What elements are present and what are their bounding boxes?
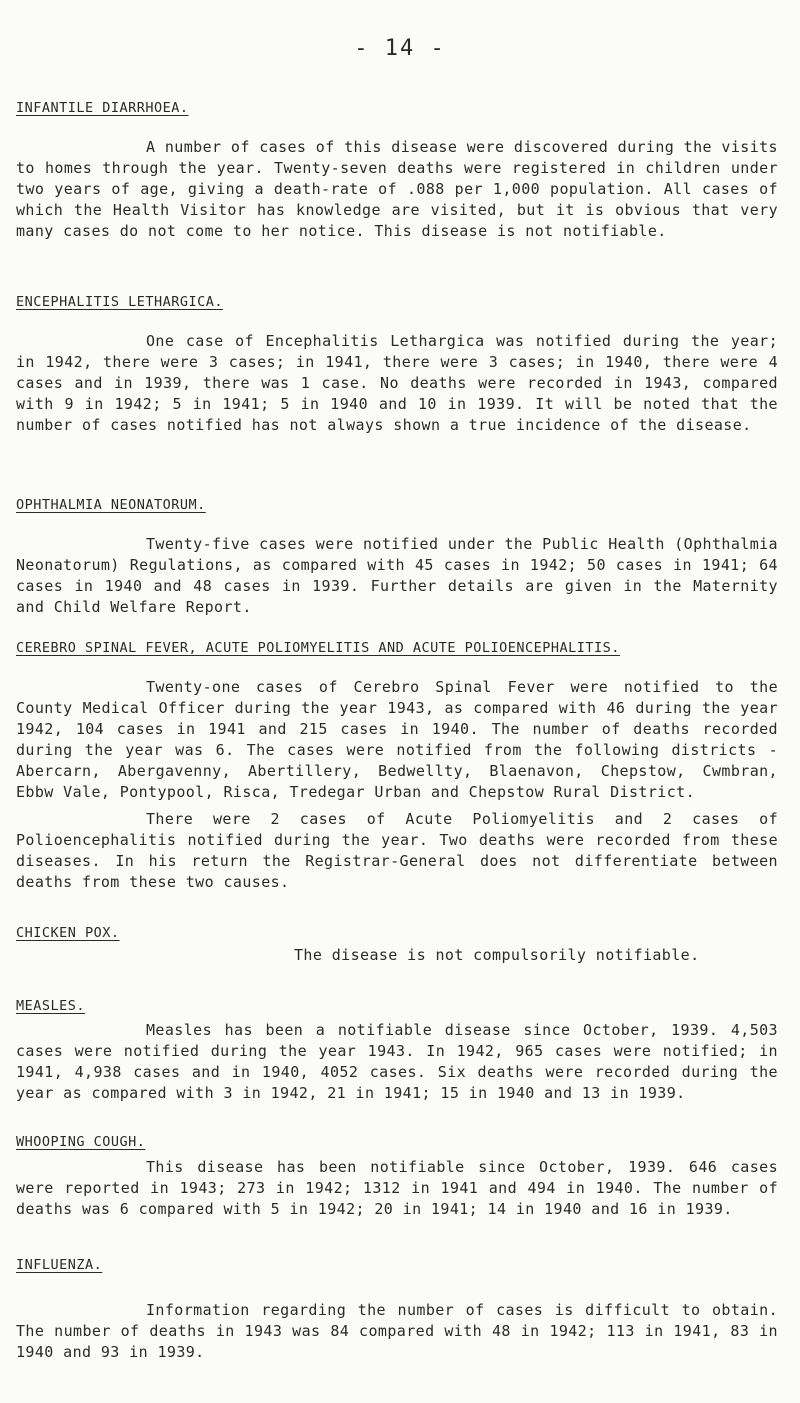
paragraph: Information regarding the number of cases is difficult to obtain. The number of deaths in 1943 was 84 compared with 48 in 1942; 113 in 1941, 83 in 1940 and 93 in 1939. — [16, 1301, 778, 1361]
heading-infantile-diarrhoea: INFANTILE DIARRHOEA. — [16, 100, 189, 116]
heading-cerebro-spinal-fever: CEREBRO SPINAL FEVER, ACUTE POLIOMYELITIS AND ACUTE POLIOENCEPHALITIS. — [16, 640, 620, 656]
paragraph: There were 2 cases of Acute Poliomyelitis and 2 cases of Polioencephalitis notified during the year. Two deaths were recorded from these diseases. In his return the Registrar-General does not differentiate between deaths from these two causes. — [16, 810, 778, 891]
paragraph: A number of cases of this disease were discovered during the visits to homes through the year. Twenty-seven deaths were registered in children under two years of age, giving a death-rate of .088 per 1,000 population. All cases of which the Health Visitor has knowledge are visited, but it is obvious that very many cases do not come to her notice. This disease is not notifiable. — [16, 138, 778, 240]
heading-encephalitis-lethargica: ENCEPHALITIS LETHARGICA. — [16, 294, 224, 310]
text-measles — [16, 1020, 778, 1104]
paragraph: One case of Encephalitis Lethargica was notified during the year; in 1942, there were 3 cases; in 1941, there were 3 cases; in 1940, there were 4 cases and in 1939, there was 1 case. No deaths were recorded in 1943, compared with 9 in 1942; 5 in 1941; 5 in 1940 and 10 in 1939. It will be noted that the number of cases notified has not always shown a true incidence of the disease. — [16, 332, 778, 434]
paragraph: Twenty-one cases of Cerebro Spinal Fever were notified to the County Medical Officer during the year 1943, as compared with 46 during the year 1942, 104 cases in 1941 and 215 cases in 1940. The number of deaths recorded during the year was 6. The cases were notified from the following districts - Abercarn, Abergavenny, Abertillery, Bedwellty, Blaenavon, Chepstow, Cwmbran, Ebbw Vale, Pontypool, Risca, Tredegar Urban and Chepstow Rural District. — [16, 678, 778, 801]
text-whooping-cough — [16, 1157, 778, 1220]
paragraph: The disease is not compulsorily notifiable. — [294, 946, 700, 964]
heading-whooping-cough: WHOOPING COUGH. — [16, 1134, 146, 1150]
text-influenza — [16, 1300, 778, 1363]
page-number: - 14 - — [354, 36, 446, 61]
text-chicken-pox — [16, 945, 778, 966]
heading-ophthalmia-neonatorum: OPHTHALMIA NEONATORUM. — [16, 497, 206, 513]
heading-chicken-pox: CHICKEN POX. — [16, 925, 120, 941]
heading-influenza: INFLUENZA. — [16, 1257, 103, 1273]
paragraph: Measles has been a notifiable disease since October, 1939. 4,503 cases were notified during the year 1943. In 1942, 965 cases were notified; in 1941, 4,938 cases and in 1940, 4052 cases. Six deaths were recorded during the year as compared with 3 in 1942, 21 in 1941; 15 in 1940 and 13 in 1939. — [16, 1021, 778, 1102]
paragraph: This disease has been notifiable since October, 1939. 646 cases were reported in 1943; 273 in 1942; 1312 in 1941 and 494 in 1940. The number of deaths was 6 compared with 5 in 1942; 20 in 1941; 14 in 1940 and 16 in 1939. — [16, 1158, 778, 1218]
text-cerebro-spinal-fever — [16, 677, 778, 893]
paragraph: Twenty-five cases were notified under the Public Health (Ophthalmia Neonatorum) Regulations, as compared with 45 cases in 1942; 50 cases in 1941; 64 cases in 1940 and 48 cases in 1939. Further details are given in the Maternity and Child Welfare Report. — [16, 535, 778, 616]
text-ophthalmia-neonatorum — [16, 534, 778, 618]
text-encephalitis-lethargica — [16, 331, 778, 436]
text-infantile-diarrhoea — [16, 137, 778, 242]
heading-measles: MEASLES. — [16, 998, 86, 1014]
